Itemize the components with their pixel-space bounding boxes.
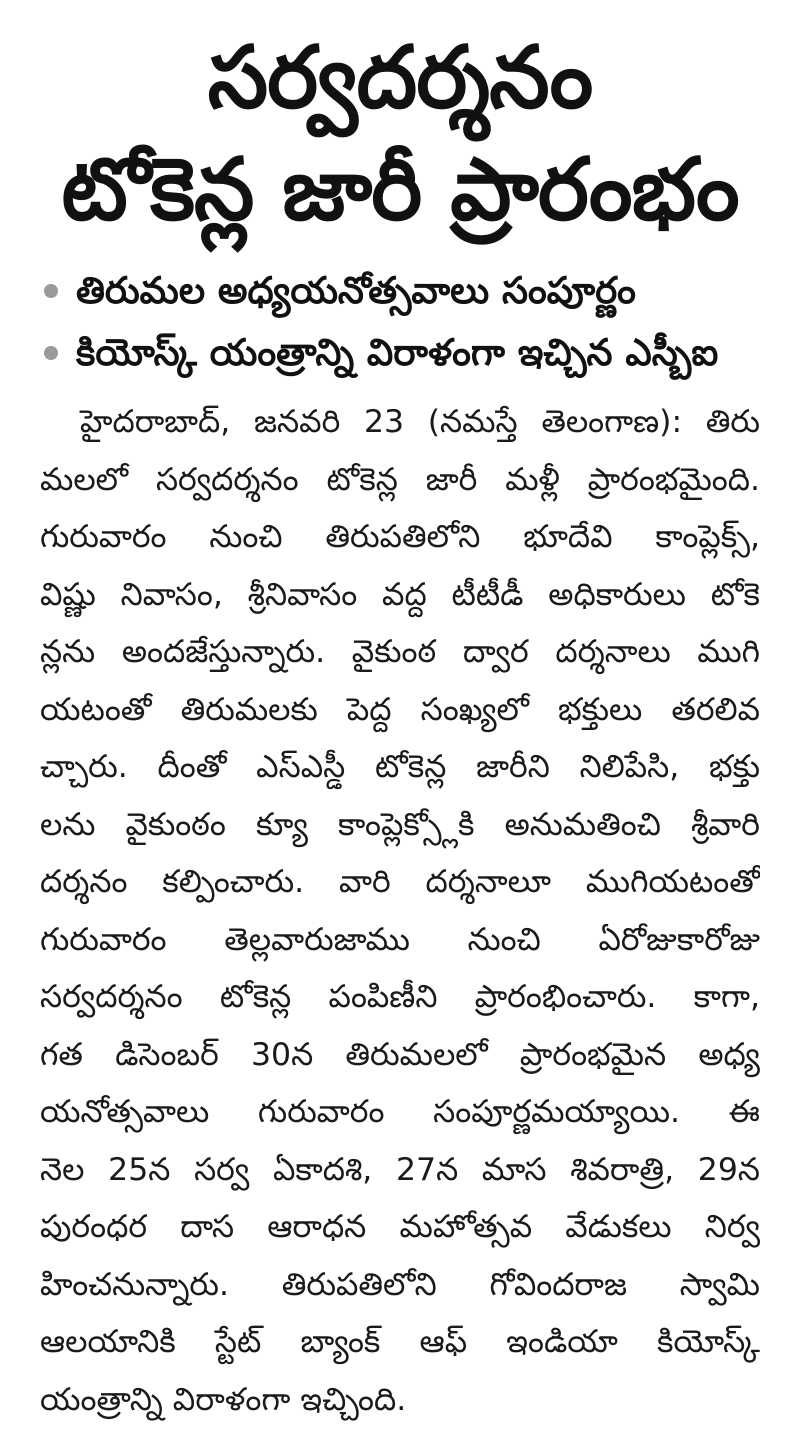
bullet-list [40, 260, 760, 384]
body-line: హించనున్నారు. తిరుపతిలోని గోవిందరాజ స్వామి [40, 1257, 760, 1315]
body-line: గత డిసెంబర్ 30న తిరుమలలో ప్రారంభమైన అధ్య [40, 1027, 760, 1085]
body-line: యంత్రాన్ని విరాళంగా ఇచ్చింది. [40, 1372, 760, 1429]
body-line: విష్ణు నివాసం, శ్రీనివాసం వద్ద టీటీడీ అధికారులు టోకె [40, 567, 760, 625]
body-line: చ్చారు. దీంతో ఎస్ఎస్డీ టోకెన్ల జారీని నిలిపేసి, భక్తు [40, 739, 760, 797]
bullet-dot-icon [44, 284, 58, 298]
headline-line-2: టోకెన్ల జారీ ప్రారంభం [40, 134, 760, 246]
headline-line-1: సర్వదర్శనం [40, 22, 760, 134]
article-body [40, 394, 760, 1429]
body-line: యటంతో తిరుమలకు పెద్ద సంఖ్యలో భక్తులు తరలివ [40, 682, 760, 740]
bullet-item [40, 260, 760, 322]
body-line: ఆలయానికి స్టేట్ బ్యాంక్ ఆఫ్ ఇండియా కియోస్క్ [40, 1314, 760, 1372]
body-line: నెల 25న సర్వ ఏకాదశి, 27న మాస శివరాత్రి, 29న [40, 1142, 760, 1200]
headline [40, 22, 760, 246]
body-line: దర్శనం కల్పించారు. వారి దర్శనాలూ ముగియటంతో [40, 854, 760, 912]
body-line: మలలో సర్వదర్శనం టోకెన్ల జారీ మళ్లీ ప్రారంభమైంది. [40, 452, 760, 510]
bullet-dot-icon [44, 346, 58, 360]
bullet-text: కియోస్క్ యంత్రాన్ని విరాళంగా ఇచ్చిన ఎస్బీఐ [76, 322, 718, 384]
body-line: న్లను అందజేస్తున్నారు. వైకుంఠ ద్వార దర్శనాలు ముగి [40, 624, 760, 682]
body-line: గురువారం నుంచి తిరుపతిలోని భూదేవి కాంప్లెక్స్, [40, 509, 760, 567]
body-line: గురువారం తెల్లవారుజాము నుంచి ఏరోజుకారోజు [40, 912, 760, 970]
bullet-text: తిరుమల అధ్యయనోత్సవాలు సంపూర్ణం [76, 260, 636, 322]
body-line: లను వైకుంఠం క్యూ కాంప్లెక్స్లోకి అనుమతించి శ్రీవారి [40, 797, 760, 855]
body-line: పురంధర దాస ఆరాధన మహోత్సవ వేడుకలు నిర్వ [40, 1199, 760, 1257]
body-line: యనోత్సవాలు గురువారం సంపూర్ణమయ్యాయి. ఈ [40, 1084, 760, 1142]
bullet-item [40, 322, 760, 384]
body-line: సర్వదర్శనం టోకెన్ల పంపిణీని ప్రారంభించారు. కాగా, [40, 969, 760, 1027]
body-line: హైదరాబాద్, జనవరి 23 (నమస్తే తెలంగాణ): తిరు [40, 394, 760, 452]
